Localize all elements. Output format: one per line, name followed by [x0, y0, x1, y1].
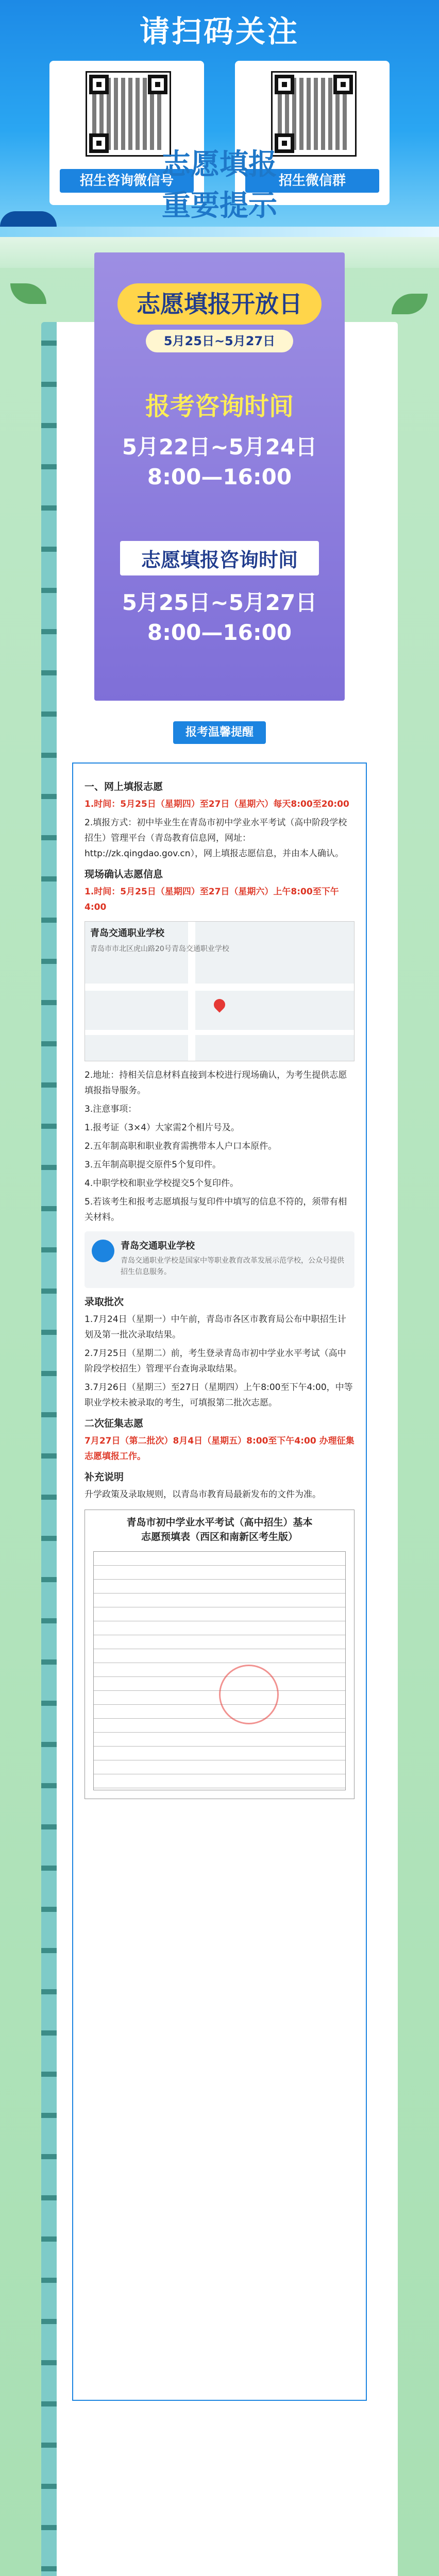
notice-panel: [72, 762, 367, 2401]
schedule-poster: [94, 252, 345, 701]
fill-time: 8:00—16:00: [147, 620, 292, 645]
heading-line1: 志愿填报: [162, 148, 277, 181]
notice-p13: 3.7月26日（星期三）至27日（星期四）上午8:00至下午4:00，中等职业学校未被录取的考生，可填报第二批次志愿。: [85, 1382, 353, 1408]
page-title: 请扫码关注: [139, 14, 299, 49]
account-name: 青岛交通职业学校: [121, 1241, 195, 1251]
notice-p5: 3.注意事项：: [85, 1104, 137, 1114]
notice-p2: 2.填报方式：初中毕业生在青岛市初中学业水平考试（高中阶段学校招生）管理平台（青岛教育信息网，网址：http://zk.qingdao.gov.cn），网上填报志愿信息，并由本人确认。: [85, 818, 347, 859]
fill-section: [94, 541, 345, 648]
qr-caption-wechat: 招生咨询微信号: [60, 169, 194, 193]
notice-p4: 2.地址：持相关信息材料直接到本校进行现场确认，为考生提供志愿填报指导服务。: [85, 1070, 347, 1096]
heading-line2: 重要提示: [162, 189, 277, 223]
notice-p12: 2.7月25日（星期二）前，考生登录青岛市初中学业水平考试（高中阶段学校招生）管理平台查询录取结果。: [85, 1348, 346, 1374]
leaf-icon: [10, 283, 46, 304]
form-lines: [93, 1551, 346, 1790]
notice-p8: 3.五年制高职提交原件5个复印件。: [85, 1160, 222, 1170]
notice-p6: 1.报考证（3×4）大家需2个相片号及。: [85, 1123, 240, 1133]
official-account-card[interactable]: [85, 1231, 354, 1288]
notice-h5: 补充说明: [85, 1471, 124, 1483]
notice-h3: 录取批次: [85, 1296, 124, 1308]
consult-dates: 5月22日~5月24日: [122, 434, 317, 460]
school-logo-icon: [92, 1240, 114, 1262]
form-title-line1: 青岛市初中学业水平考试（高中招生）基本: [126, 1517, 313, 1528]
map-place-address: 青岛市市北区虎山路20号青岛交通职业学校: [90, 945, 229, 953]
notice-p3: 1.时间：5月25日（星期四）至27日（星期六）上午8:00至下午4:00: [85, 887, 339, 912]
map-pin-icon: [211, 996, 227, 1012]
notice-p11: 1.7月24日（星期一）中午前，青岛市各区市教育局公布中职招生计划及第一批次录取结果。: [85, 1314, 346, 1340]
fill-dates: 5月25日~5月27日: [122, 590, 317, 615]
application-form-image: [85, 1510, 354, 1799]
notebook-rings: [41, 322, 57, 2576]
consult-time: 8:00—16:00: [147, 464, 292, 489]
consult-section: [94, 386, 345, 492]
divider: [0, 227, 439, 237]
consult-title: 报考咨询时间: [145, 392, 294, 421]
notice-h4: 二次征集志愿: [85, 1418, 144, 1429]
notice-p1: 1.时间：5月25日（星期四）至27日（星期六）每天8:00至20:00: [85, 799, 349, 809]
account-desc: 青岛交通职业学校是国家中等职业教育改革发展示范学校，公众号提供招生信息服务。: [121, 1257, 344, 1276]
notice-p7: 2.五年制高职和职业教育需携带本人户口本原件。: [85, 1141, 277, 1151]
notice-h2: 现场确认志愿信息: [85, 869, 163, 880]
notice-p15: 升学政策及录取规则，以青岛市教育局最新发布的文件为准。: [85, 1489, 321, 1500]
reminder-ribbon: 报考温馨提醒: [173, 721, 266, 744]
leaf-icon: [392, 294, 428, 314]
poster-badge: 志愿填报开放日: [117, 283, 322, 325]
notice-p9: 4.中职学校和职业学校提交5个复印件。: [85, 1178, 239, 1189]
map-place-name: 青岛交通职业学校: [90, 928, 164, 939]
form-title: [85, 1515, 354, 1544]
section-heading: [88, 144, 351, 227]
stamp-icon: [219, 1665, 279, 1724]
notice-h1: 一、网上填报志愿: [85, 781, 163, 792]
notice-p10: 5.若该考生和报考志愿填报与复印件中填写的信息不符的，须带有相关材料。: [85, 1197, 347, 1223]
notice-p14: 7月27日（第二批次）8月4日（星期五）8:00至下午4:00 办理征集志愿填报工作。: [85, 1436, 354, 1462]
fill-title: 志愿填报咨询时间: [120, 541, 319, 575]
form-title-line2: 志愿预填表（西区和南新区考生版）: [141, 1531, 298, 1543]
location-map[interactable]: [85, 921, 354, 1061]
poster-badge-dates: 5月25日~5月27日: [146, 330, 293, 352]
qr-caption-group: 招生微信群: [245, 169, 379, 193]
